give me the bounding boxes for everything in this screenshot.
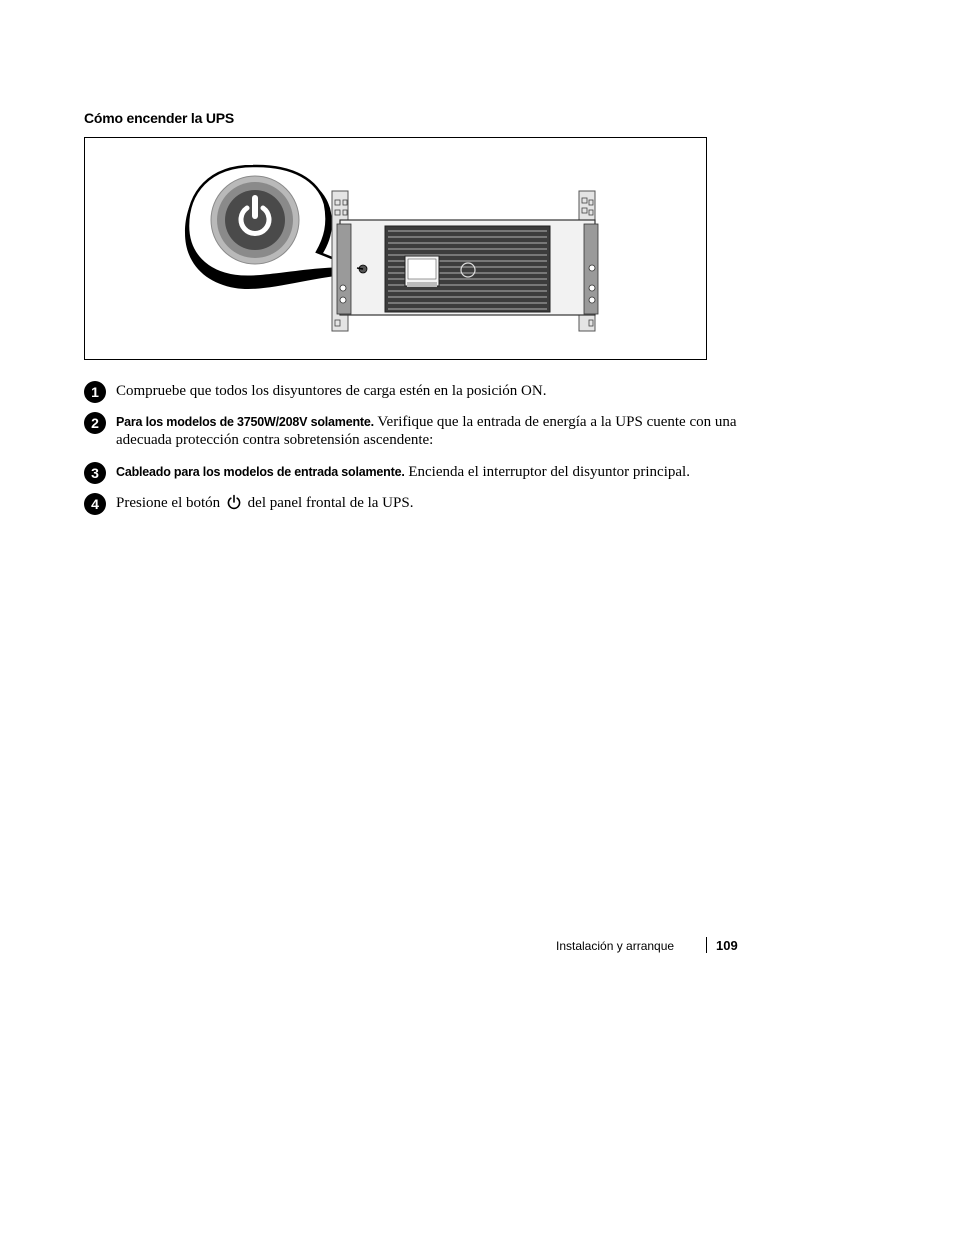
step-text: [116, 463, 756, 481]
footer-section-title: Instalación y arranque: [556, 939, 675, 953]
step-number: 3: [84, 462, 106, 484]
step-body: Verifique que la entrada de energía a la UPS cuente con una adecuada protección contra sobretensión ascendente:: [116, 414, 737, 448]
step-body: Compruebe que todos los disyuntores de carga estén en la posición ON.: [116, 383, 547, 399]
step-lead: Para los modelos de 3750W/208V solamente.: [116, 415, 374, 429]
step-body-after: del panel frontal de la UPS.: [247, 495, 414, 511]
step-number: 1: [84, 381, 106, 403]
step-text: [116, 494, 756, 512]
section-title: Cómo encender la UPS: [84, 110, 235, 126]
ups-rack-illustration: [85, 138, 708, 361]
footer-separator: [706, 937, 707, 953]
step-number: 4: [84, 493, 106, 515]
ups-figure: [84, 137, 707, 360]
step-body-before: Presione el botón: [116, 495, 221, 511]
step-body: Encienda el interruptor del disyuntor principal.: [404, 464, 690, 480]
step-text: [116, 382, 756, 400]
power-icon: [226, 494, 242, 510]
step-number: 2: [84, 412, 106, 434]
step-lead: Cableado para los modelos de entrada solamente.: [116, 465, 405, 479]
page-number: 109: [716, 938, 738, 953]
ups-chassis: [337, 220, 598, 315]
step-text: [116, 413, 756, 449]
